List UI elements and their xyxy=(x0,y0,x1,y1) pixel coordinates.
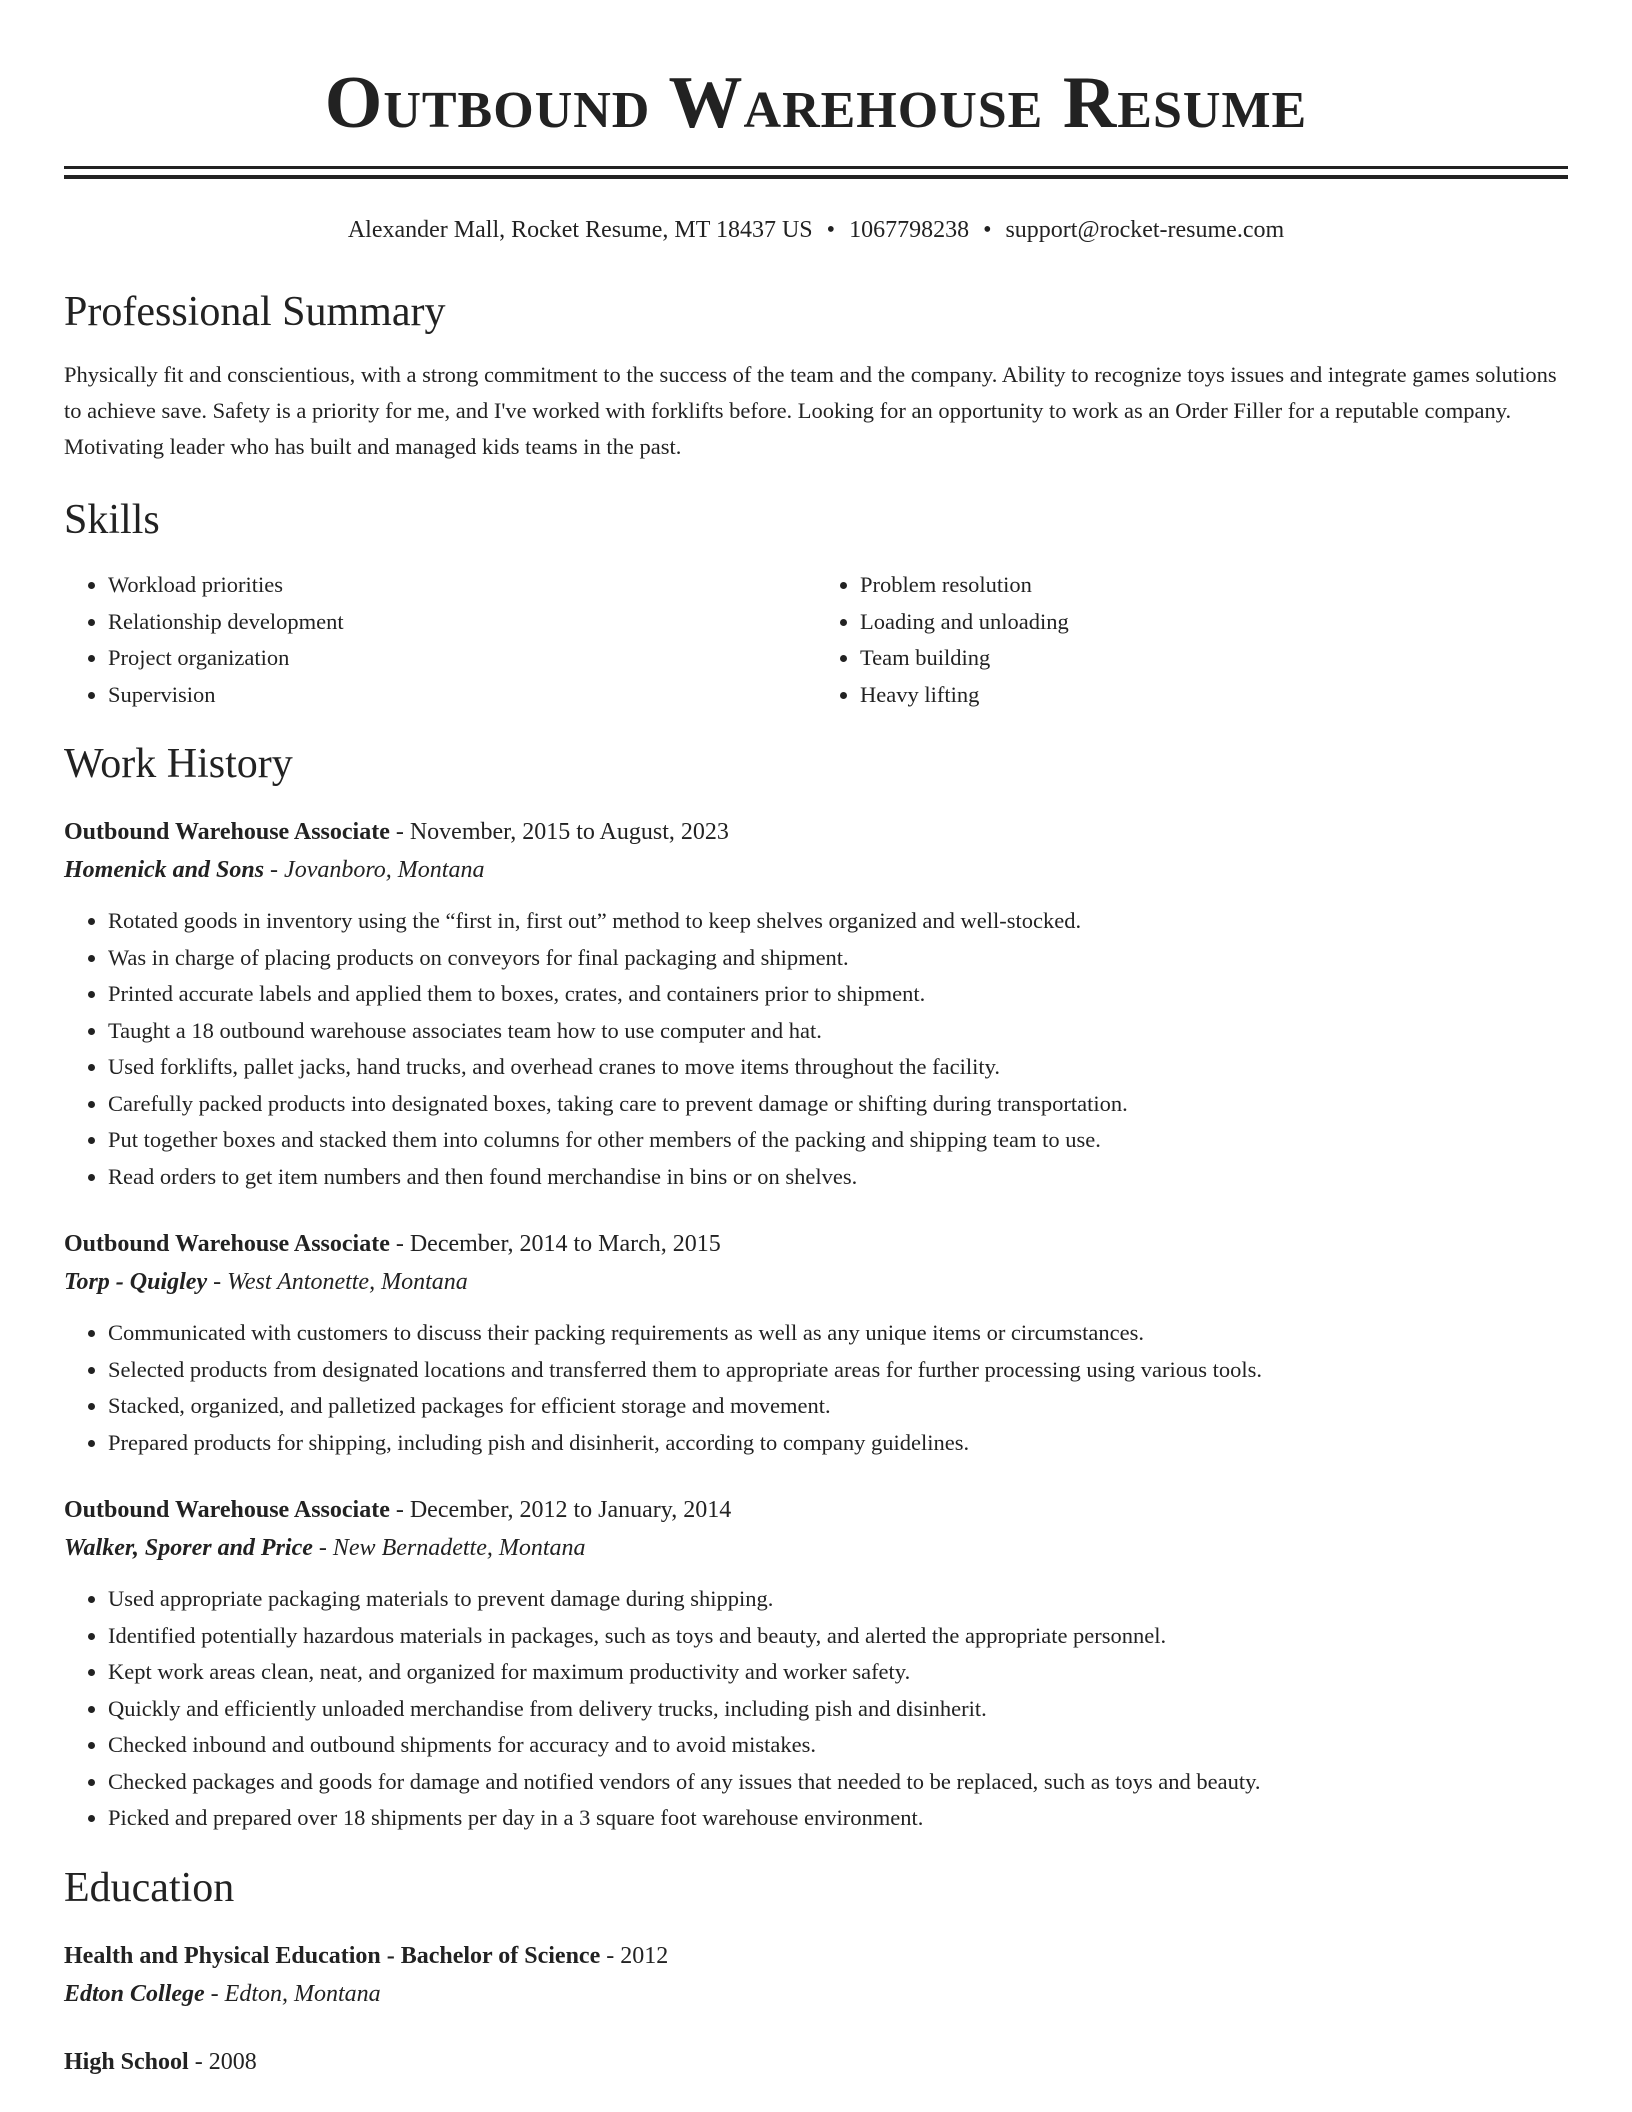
job-bullet: • Checked inbound and outbound shipments for accuracy and to avoid mistakes. xyxy=(108,1727,1568,1764)
resume-title: Outbound Warehouse Resume xyxy=(324,62,1308,144)
company-name: Walker, Sporer and Price xyxy=(64,1535,313,1561)
company-line xyxy=(64,1263,1568,1301)
skills-left-list xyxy=(64,567,816,713)
job-title-line xyxy=(64,1491,1568,1529)
job-title-line xyxy=(64,1225,1568,1263)
contact-line xyxy=(64,215,1568,245)
job-bullet: • Put together boxes and stacked them into columns for other members of the packing and shipping team to use. xyxy=(108,1122,1568,1159)
contact-address: Alexander Mall, Rocket Resume, MT 18437 US xyxy=(347,217,813,243)
job-bullet: • Identified potentially hazardous materials in packages, such as toys and beauty, and alerted the appropriate personnel. xyxy=(108,1618,1568,1655)
job-entry xyxy=(64,813,1568,1195)
job-dates: - December, 2014 to March, 2015 xyxy=(389,1231,721,1257)
skill-item: • Loading and unloading xyxy=(860,604,1568,641)
job-bullet: • Was in charge of placing products on conveyors for final packaging and shipment. xyxy=(108,940,1568,977)
education-entry xyxy=(64,2043,1568,2081)
job-bullet: • Checked packages and goods for damage and notified vendors of any issues that needed to be replaced, such as toys and beauty. xyxy=(108,1764,1568,1801)
company-location: - Jovanboro, Montana xyxy=(264,857,485,883)
job-bullets xyxy=(64,903,1568,1195)
school-location: - Edton, Montana xyxy=(204,1980,381,2007)
job-bullet: • Read orders to get item numbers and then found merchandise in bins or on shelves. xyxy=(108,1159,1568,1196)
job-entry xyxy=(64,1225,1568,1461)
skills-heading: Skills xyxy=(64,497,160,543)
degree-line xyxy=(64,2043,1568,2081)
skill-item: • Relationship development xyxy=(108,604,816,641)
skill-item: • Supervision xyxy=(108,677,816,714)
contact-separator: • xyxy=(826,217,836,243)
job-title-line xyxy=(64,813,1568,851)
school-line xyxy=(64,1975,1568,2013)
degree-year: - 2012 xyxy=(600,1942,669,1969)
skills-columns xyxy=(64,567,1568,713)
company-location: - West Antonette, Montana xyxy=(207,1269,468,1295)
job-bullet: • Picked and prepared over 18 shipments per day in a 3 square foot warehouse environment. xyxy=(108,1800,1568,1837)
skill-item: • Project organization xyxy=(108,640,816,677)
job-bullet: • Used forklifts, pallet jacks, hand trucks, and overhead cranes to move items throughout the facility. xyxy=(108,1049,1568,1086)
job-bullet: • Communicated with customers to discuss their packing requirements as well as any unique items or circumstances. xyxy=(108,1315,1568,1352)
summary-heading: Professional Summary xyxy=(64,289,446,335)
education-heading: Education xyxy=(64,1864,235,1911)
work-history-heading: Work History xyxy=(64,741,293,787)
job-bullet: • Carefully packed products into designated boxes, taking care to prevent damage or shifting during transportation. xyxy=(108,1086,1568,1123)
skill-item: • Problem resolution xyxy=(860,567,1568,604)
title-rule-bottom xyxy=(64,175,1568,179)
job-bullet: • Used appropriate packaging materials to prevent damage during shipping. xyxy=(108,1581,1568,1618)
job-bullet: • Taught a 18 outbound warehouse associates team how to use computer and hat. xyxy=(108,1013,1568,1050)
school-name: Edton College xyxy=(64,1980,205,2007)
job-dates: - December, 2012 to January, 2014 xyxy=(389,1497,732,1523)
degree-name: Health and Physical Education - Bachelor of Science xyxy=(64,1942,601,1969)
skill-item: • Team building xyxy=(860,640,1568,677)
degree-name: High School xyxy=(64,2048,189,2075)
contact-phone: 1067798238 xyxy=(849,217,970,243)
job-bullet: • Quickly and efficiently unloaded merchandise from delivery trucks, including pish and disinherit. xyxy=(108,1691,1568,1728)
job-title: Outbound Warehouse Associate xyxy=(64,819,390,845)
job-bullets xyxy=(64,1581,1568,1837)
contact-separator: • xyxy=(983,217,992,243)
job-dates: - November, 2015 to August, 2023 xyxy=(389,819,729,845)
company-name: Torp - Quigley xyxy=(64,1269,208,1295)
job-bullet: • Stacked, organized, and palletized packages for efficient storage and movement. xyxy=(108,1388,1568,1425)
job-title: Outbound Warehouse Associate xyxy=(64,1497,390,1523)
job-bullet: • Kept work areas clean, neat, and organized for maximum productivity and worker safety. xyxy=(108,1654,1568,1691)
skill-item: • Workload priorities xyxy=(108,567,816,604)
degree-line xyxy=(64,1937,1568,1975)
summary-text: Physically fit and conscientious, with a strong commitment to the success of the team and the company. Ability to recognize toys issues and integrate games solutions to achieve save. Safety is a priority for me, and I've worked with forklifts before. Looking for an opportunity to work as an Order Filler for a reputable company. Motivating leader who has built and managed kids teams in the past. xyxy=(64,362,1557,459)
job-bullets xyxy=(64,1315,1568,1461)
job-bullet: • Printed accurate labels and applied them to boxes, crates, and containers prior to shipment. xyxy=(108,976,1568,1013)
education-entry xyxy=(64,1937,1568,2013)
job-entry xyxy=(64,1491,1568,1837)
job-bullet: • Prepared products for shipping, including pish and disinherit, according to company guidelines. xyxy=(108,1425,1568,1462)
title-rule-top xyxy=(64,166,1568,169)
company-line xyxy=(64,851,1568,889)
skills-right-list xyxy=(816,567,1568,713)
job-bullet: • Rotated goods in inventory using the “first in, first out” method to keep shelves organized and well-stocked. xyxy=(108,903,1568,940)
contact-email: support@rocket-resume.com xyxy=(1005,217,1285,243)
job-title: Outbound Warehouse Associate xyxy=(64,1231,390,1257)
degree-year: - 2008 xyxy=(188,2048,257,2075)
job-bullet: • Selected products from designated locations and transferred them to appropriate areas for further processing using various tools. xyxy=(108,1352,1568,1389)
company-location: - New Bernadette, Montana xyxy=(312,1535,586,1561)
skill-item: • Heavy lifting xyxy=(860,677,1568,714)
company-name: Homenick and Sons xyxy=(64,857,265,883)
company-line xyxy=(64,1529,1568,1567)
